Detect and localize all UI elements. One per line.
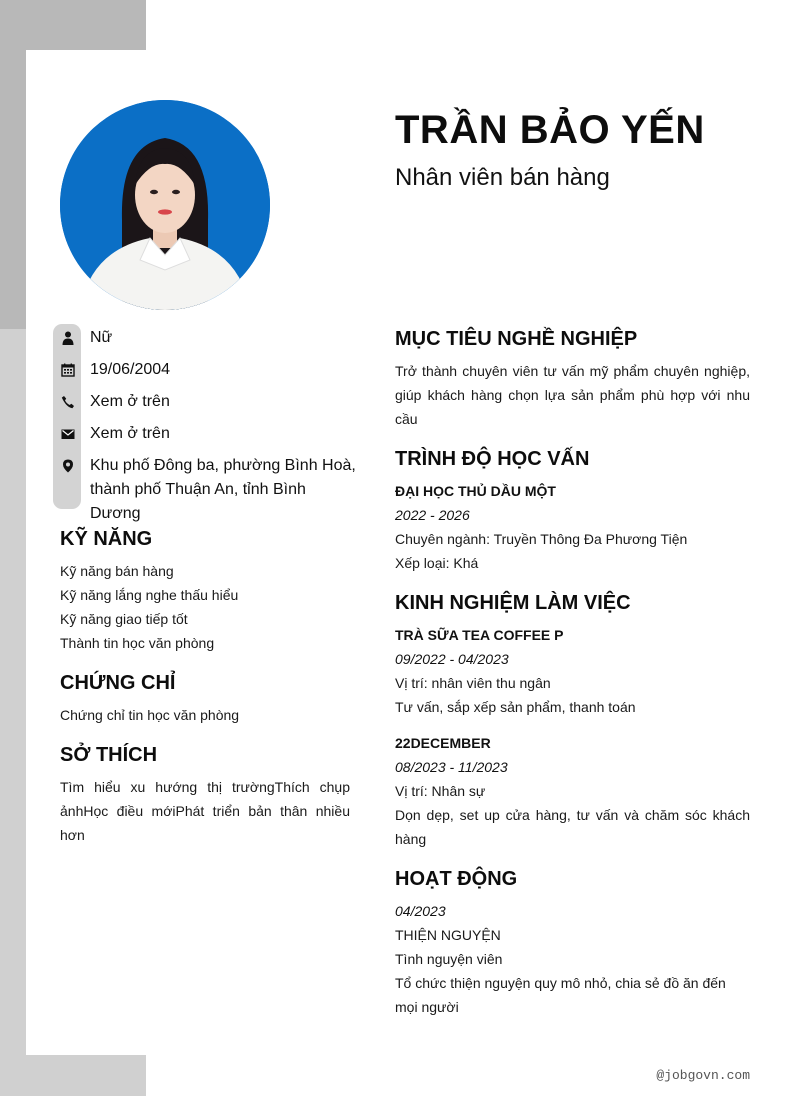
objective-title: MỤC TIÊU NGHỀ NGHIỆP [395,328,638,350]
right-column [395,325,750,1033]
decorative-strip-left-dark [0,50,26,329]
experience-entry [395,731,750,851]
hobbies-section [60,741,350,847]
profile-photo [60,100,270,310]
decorative-strip-left-light [0,329,26,1096]
job-title: Nhân viên bán hàng [395,164,610,191]
activity-period: 04/2023 [395,903,446,919]
birthday-value: 19/06/2004 [90,361,171,378]
experience-position: Vị trí: nhân viên thu ngân [395,675,551,691]
person-icon [60,326,75,350]
experience-period: 09/2022 - 04/2023 [395,651,509,667]
certificate-item: Chứng chỉ tin học văn phòng [60,707,240,723]
skill-item: Kỹ năng bán hàng [60,563,174,579]
email-icon [60,422,75,446]
phone-icon [60,390,75,414]
address-value: Khu phố Đông ba, phường Bình Hoà, thành phố Thuận An, tỉnh Bình Dương [90,457,356,522]
hobbies-text: Tìm hiểu xu hướng thị trườngThích chụp ảnhHọc điều mớiPhát triển bản thân nhiều hơn [60,779,350,843]
experience-position: Vị trí: Nhân sự [395,783,486,799]
contact-birthday [60,358,360,382]
contact-gender [60,326,360,350]
objective-section [395,325,750,431]
activity-role: Tình nguyện viên [395,951,503,967]
objective-text: Trở thành chuyên viên tư vấn mỹ phẩm chuyên nghiệp, giúp khách hàng chọn lựa sản phẩm phù hợp với nhu cầu [395,363,750,427]
activity-description: Tổ chức thiện nguyện quy mô nhỏ, chia sẻ đồ ăn đến mọi người [395,975,726,1015]
experience-entry [395,623,750,719]
phone-value: Xem ở trên [90,393,170,410]
contact-email [60,422,360,446]
skills-title: KỸ NĂNG [60,528,153,550]
skill-item: Thành tin học văn phòng [60,635,215,651]
certificates-title: CHỨNG CHỈ [60,672,176,694]
experience-description: Dọn dẹp, set up cửa hàng, tư vấn và chăm sóc khách hàng [395,807,750,847]
candidate-name: TRẦN BẢO YẾN [395,108,705,152]
email-value: Xem ở trên [90,425,170,442]
contact-address [60,454,360,526]
experience-period: 08/2023 - 11/2023 [395,759,508,775]
school-name: ĐẠI HỌC THỦ DẦU MỘT [395,483,556,499]
skill-item: Kỹ năng lắng nghe thấu hiểu [60,587,239,603]
experience-description: Tư vấn, sắp xếp sản phẩm, thanh toán [395,699,636,715]
company-name: TRÀ SỮA TEA COFFEE P [395,627,564,643]
experience-title: KINH NGHIỆM LÀM VIỆC [395,592,631,614]
calendar-icon [60,358,75,382]
location-icon [60,454,75,478]
education-section [395,445,750,575]
experience-section [395,589,750,851]
skills-section [60,525,350,655]
decorative-block-top [0,0,146,50]
contact-phone [60,390,360,414]
education-title: TRÌNH ĐỘ HỌC VẤN [395,448,590,470]
gender-value: Nữ [90,329,113,346]
education-period: 2022 - 2026 [395,507,470,523]
activity-organization: THIỆN NGUYỆN [395,927,501,943]
education-major: Chuyên ngành: Truyền Thông Đa Phương Tiện [395,531,688,547]
skill-item: Kỹ năng giao tiếp tốt [60,611,188,627]
company-name: 22DECEMBER [395,735,491,751]
contact-info [60,326,360,534]
education-rank: Xếp loại: Khá [395,555,479,571]
left-column [60,525,350,861]
portrait-illustration [60,100,270,310]
certificates-section [60,669,350,727]
decorative-block-bottom [0,1055,146,1096]
resume-header [395,106,705,192]
watermark: @jobgovn.com [656,1068,750,1083]
activities-section [395,865,750,1019]
hobbies-title: SỞ THÍCH [60,744,158,766]
activities-title: HOẠT ĐỘNG [395,868,518,890]
